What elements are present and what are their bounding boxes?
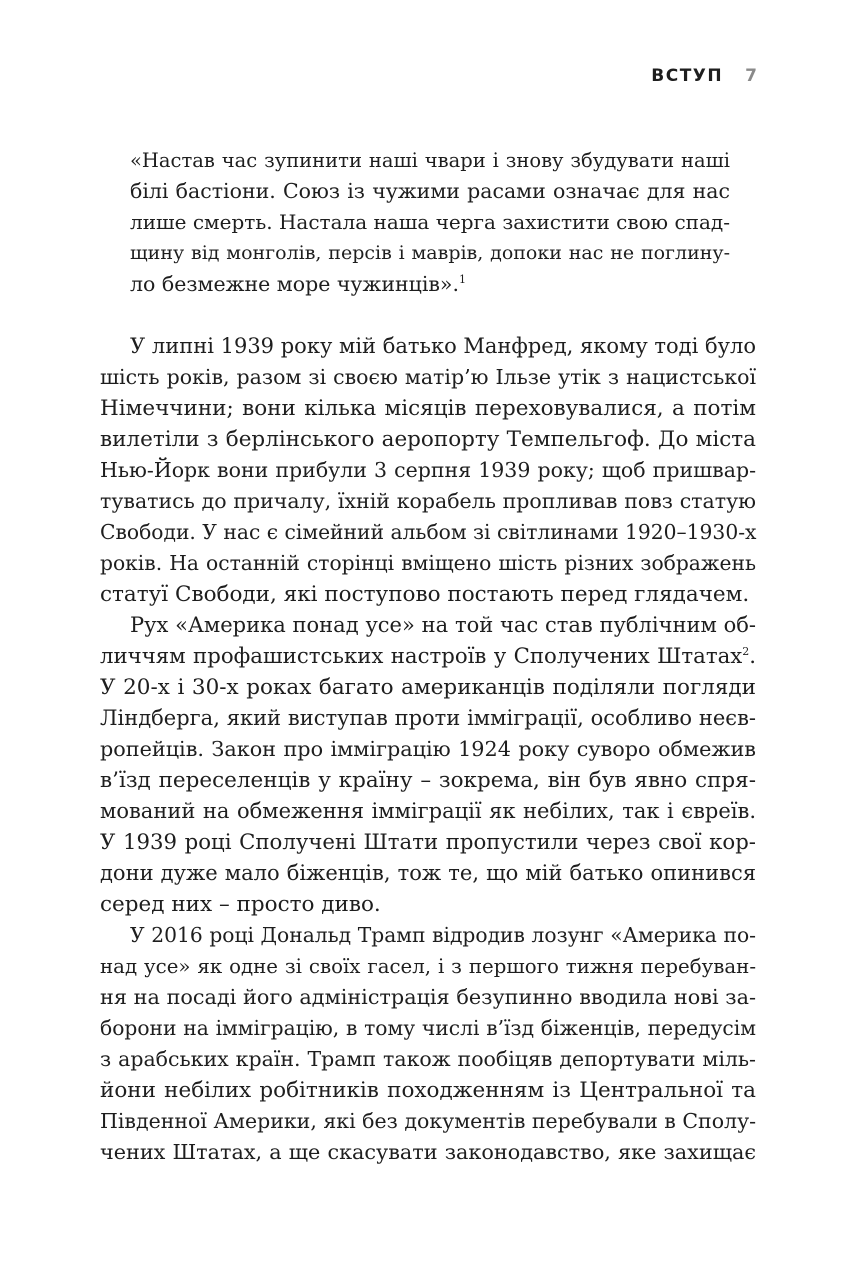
text-line: вилетіли з берлінського аеропорту Темпельгоф. До міста — [100, 427, 756, 452]
text-line: Німеччини; вони кілька місяців переховувалися, а потім — [100, 396, 756, 421]
text-punct: . — [749, 644, 756, 669]
text-line: Свободи. У нас є сімейний альбом зі світлинами 1920–1930-х — [100, 520, 757, 544]
quote-line: щину від монголів, персів і маврів, допоки нас не поглину- — [130, 242, 730, 264]
body-text — [100, 331, 756, 1168]
text-line: ня на посаді його адміністрація безупинно вводила нові за- — [100, 985, 756, 1009]
quote-line: білі бастіони. Союз із чужими расами означає для нас — [130, 179, 730, 203]
running-header — [651, 66, 757, 86]
text-line: У 20-х і 30-х роках багато американців поділяли погляди — [100, 675, 756, 700]
text-line: Рух «Америка понад усе» на той час став публічним об- — [130, 613, 756, 637]
page-number: 7 — [745, 66, 757, 86]
text-line: йони небілих робітників походженням із Центральної та — [100, 1078, 756, 1103]
quote-line-last — [130, 269, 730, 300]
section-title: ВСТУП — [651, 66, 724, 86]
text-line: ропейців. Закон про імміграцію 1924 року суворо обмежив — [100, 737, 756, 761]
paragraph — [100, 920, 756, 1168]
epigraph-quote — [130, 145, 730, 300]
text-line: дони дуже мало біженців, тож те, що мій батько опинився — [100, 861, 756, 885]
text-line: Південної Америки, які без документів перебували в Сполу- — [100, 1109, 757, 1133]
text-line: личчям профашистських настроїв у Сполучених Штатах — [100, 644, 743, 669]
text-line: років. На останній сторінці вміщено шість різних зображень — [100, 551, 756, 575]
footnote-marker: 2 — [742, 644, 750, 658]
text-line: туватись до причалу, їхній корабель пропливав повз статую — [100, 489, 756, 513]
quote-line: лише смерть. Настала наша черга захистити свою спад- — [130, 210, 730, 234]
text-line: над усе» як одне зі своїх гасел, і з першого тижня перебуван- — [100, 955, 756, 978]
text-line-with-footnote — [100, 641, 756, 672]
text-line: мований на обмеження імміграції як небілих, так і євреїв. — [100, 799, 756, 823]
footnote-marker: 1 — [458, 273, 466, 287]
text-line: У 1939 році Сполучені Штати пропустили через свої кор- — [100, 830, 756, 855]
text-line: У липні 1939 року мій батько Манфред, якому тоді було — [130, 334, 756, 358]
quote-line: «Настав час зупинити наші чвари і знову збудувати наші — [130, 149, 730, 172]
text-line: з арабських країн. Трамп також пообіцяв депортувати міль- — [100, 1047, 756, 1071]
text-line: серед них – просто диво. — [100, 892, 381, 917]
text-line: чених Штатах, а ще скасувати законодавство, яке захищає — [100, 1140, 756, 1164]
text-line: Ліндберга, який виступав проти імміграції, особливо неєв- — [100, 706, 756, 730]
text-line: шість років, разом зі своєю матір’ю Ільзе утік з нацистської — [100, 365, 756, 389]
paragraph — [100, 610, 756, 920]
quote-line: ло безмежне море чужинців». — [130, 272, 459, 296]
text-line: Нью-Йорк вони прибули 3 серпня 1939 року; щоб пришвар- — [100, 458, 756, 482]
text-line: У 2016 році Дональд Трамп відродив лозунг «Америка по- — [130, 923, 756, 947]
text-line: борони на імміграцію, в тому числі в’їзд біженців, передусім — [100, 1016, 756, 1040]
text-line: статуї Свободи, які поступово постають перед глядачем. — [100, 582, 750, 607]
text-line: в’їзд переселенців у країну – зокрема, він був явно спря- — [100, 768, 756, 793]
paragraph — [100, 331, 756, 610]
